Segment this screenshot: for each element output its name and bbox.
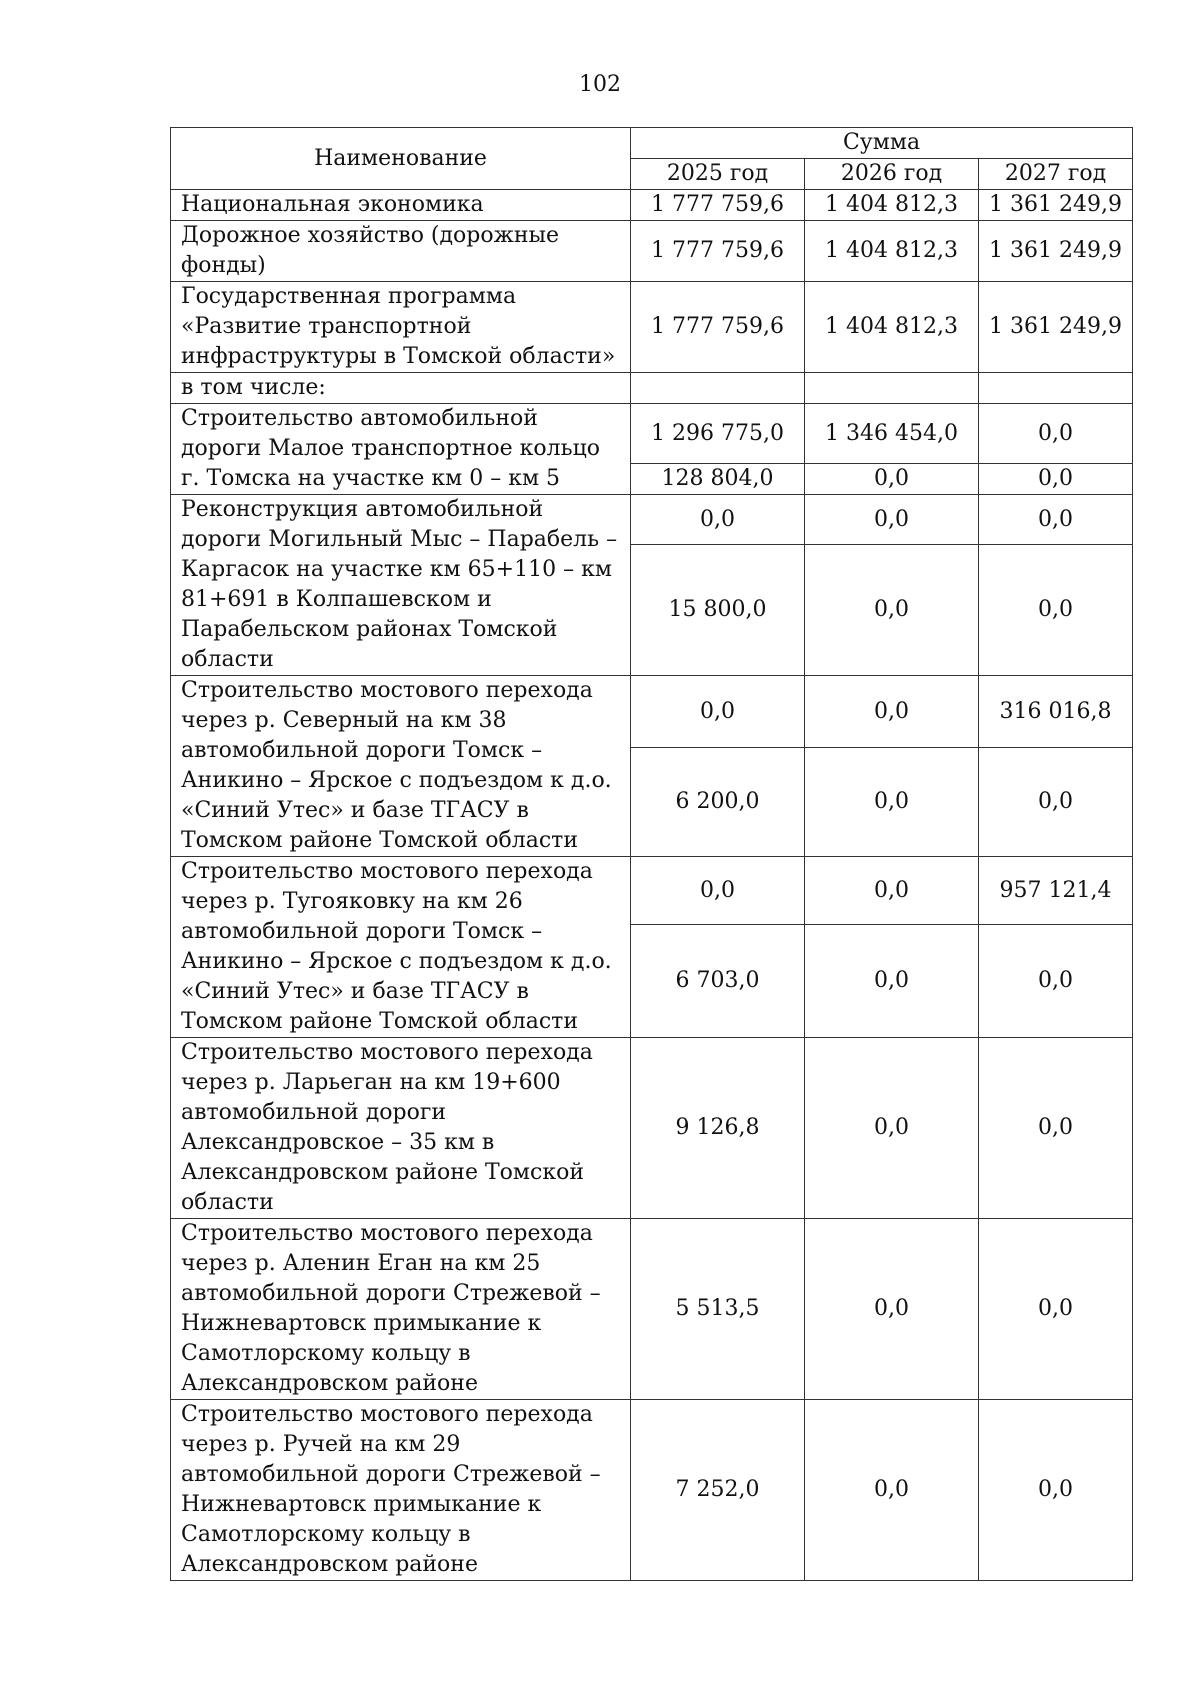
row-name: Государственная программа «Развитие транспортной инфраструктуры в Томской области» — [171, 282, 631, 373]
row-value-2025: 0,0 — [631, 676, 805, 748]
row-value-2027: 0,0 — [979, 1038, 1133, 1219]
table-body — [171, 190, 1133, 1581]
row-value-2026: 0,0 — [805, 1219, 979, 1400]
row-value-2025: 9 126,8 — [631, 1038, 805, 1219]
row-value-2027: 0,0 — [979, 748, 1133, 857]
page-number: 102 — [579, 72, 621, 97]
row-value-2025: 1 777 759,6 — [631, 221, 805, 282]
row-name: в том числе: — [171, 373, 631, 404]
row-value-2026: 0,0 — [805, 464, 979, 495]
row-value-2025: 6 200,0 — [631, 748, 805, 857]
row-value-2026: 0,0 — [805, 748, 979, 857]
header-year-2027: 2027 год — [979, 159, 1133, 190]
header-name: Наименование — [171, 128, 631, 190]
row-value-2026: 0,0 — [805, 1400, 979, 1581]
table-row — [171, 404, 1133, 464]
row-value-2027: 1 361 249,9 — [979, 221, 1133, 282]
row-name: Строительство мостового перехода через р. Северный на км 38 автомобильной дороги Томск – Аникино – Ярское с подъездом к д.о. «Синий Утес» и базе ТГАСУ в Томском районе Томской области — [171, 676, 631, 857]
row-value-2027: 0,0 — [979, 495, 1133, 545]
row-value-2026: 0,0 — [805, 545, 979, 676]
row-value-2026: 1 346 454,0 — [805, 404, 979, 464]
header-sum: Сумма — [631, 128, 1133, 159]
table-header — [171, 128, 1133, 190]
table-row — [171, 495, 1133, 545]
row-value-2025: 7 252,0 — [631, 1400, 805, 1581]
row-name: Строительство мостового перехода через р. Тугояковку на км 26 автомобильной дороги Томск – Аникино – Ярское с подъездом к д.о. «Синий Утес» и базе ТГАСУ в Томском районе Томской области — [171, 857, 631, 1038]
row-value-2027: 0,0 — [979, 1219, 1133, 1400]
row-value-2025: 0,0 — [631, 495, 805, 545]
row-value-2027: 0,0 — [979, 464, 1133, 495]
table-row — [171, 282, 1133, 373]
row-value-2027: 0,0 — [979, 545, 1133, 676]
row-value-2025: 1 777 759,6 — [631, 190, 805, 221]
row-value-2025: 5 513,5 — [631, 1219, 805, 1400]
row-name: Строительство мостового перехода через р. Ручей на км 29 автомобильной дороги Стрежевой – Нижневартовск примыкание к Самотлорскому кольцу в Александровском районе — [171, 1400, 631, 1581]
row-name: Строительство автомобильной дороги Малое транспортное кольцо г. Томска на участке км 0 – км 5 — [171, 404, 631, 495]
row-name: Реконструкция автомобильной дороги Могильный Мыс – Парабель – Каргасок на участке км 65+110 – км 81+691 в Колпашевском и Парабельском районах Томской области — [171, 495, 631, 676]
row-name: Национальная экономика — [171, 190, 631, 221]
row-value-2027: 1 361 249,9 — [979, 282, 1133, 373]
row-value-2026 — [805, 373, 979, 404]
row-value-2025: 15 800,0 — [631, 545, 805, 676]
table-row — [171, 221, 1133, 282]
row-name: Строительство мостового перехода через р. Аленин Еган на км 25 автомобильной дороги Стрежевой – Нижневартовск примыкание к Самотлорскому кольцу в Александровском районе — [171, 1219, 631, 1400]
row-value-2025: 6 703,0 — [631, 925, 805, 1038]
row-value-2027: 0,0 — [979, 1400, 1133, 1581]
table-row — [171, 676, 1133, 748]
budget-table — [170, 127, 1133, 1581]
table-row — [171, 1400, 1133, 1581]
row-name: Дорожное хозяйство (дорожные фонды) — [171, 221, 631, 282]
row-value-2026: 0,0 — [805, 857, 979, 925]
row-value-2027: 957 121,4 — [979, 857, 1133, 925]
row-value-2027: 0,0 — [979, 925, 1133, 1038]
row-value-2027 — [979, 373, 1133, 404]
row-value-2027: 1 361 249,9 — [979, 190, 1133, 221]
row-value-2026: 0,0 — [805, 495, 979, 545]
row-value-2026: 1 404 812,3 — [805, 282, 979, 373]
row-value-2026: 1 404 812,3 — [805, 190, 979, 221]
row-value-2027: 316 016,8 — [979, 676, 1133, 748]
row-value-2025: 1 777 759,6 — [631, 282, 805, 373]
table-row — [171, 857, 1133, 925]
table-row — [171, 1038, 1133, 1219]
header-year-2025: 2025 год — [631, 159, 805, 190]
row-value-2026: 0,0 — [805, 1038, 979, 1219]
table-row — [171, 190, 1133, 221]
row-value-2025: 1 296 775,0 — [631, 404, 805, 464]
header-year-2026: 2026 год — [805, 159, 979, 190]
row-value-2025 — [631, 373, 805, 404]
row-name: Строительство мостового перехода через р. Ларьеган на км 19+600 автомобильной дороги Александровское – 35 км в Александровском районе Томской области — [171, 1038, 631, 1219]
row-value-2025: 0,0 — [631, 857, 805, 925]
table-row — [171, 1219, 1133, 1400]
row-value-2026: 1 404 812,3 — [805, 221, 979, 282]
row-value-2026: 0,0 — [805, 925, 979, 1038]
row-value-2026: 0,0 — [805, 676, 979, 748]
table-row — [171, 373, 1133, 404]
row-value-2027: 0,0 — [979, 404, 1133, 464]
row-value-2025: 128 804,0 — [631, 464, 805, 495]
